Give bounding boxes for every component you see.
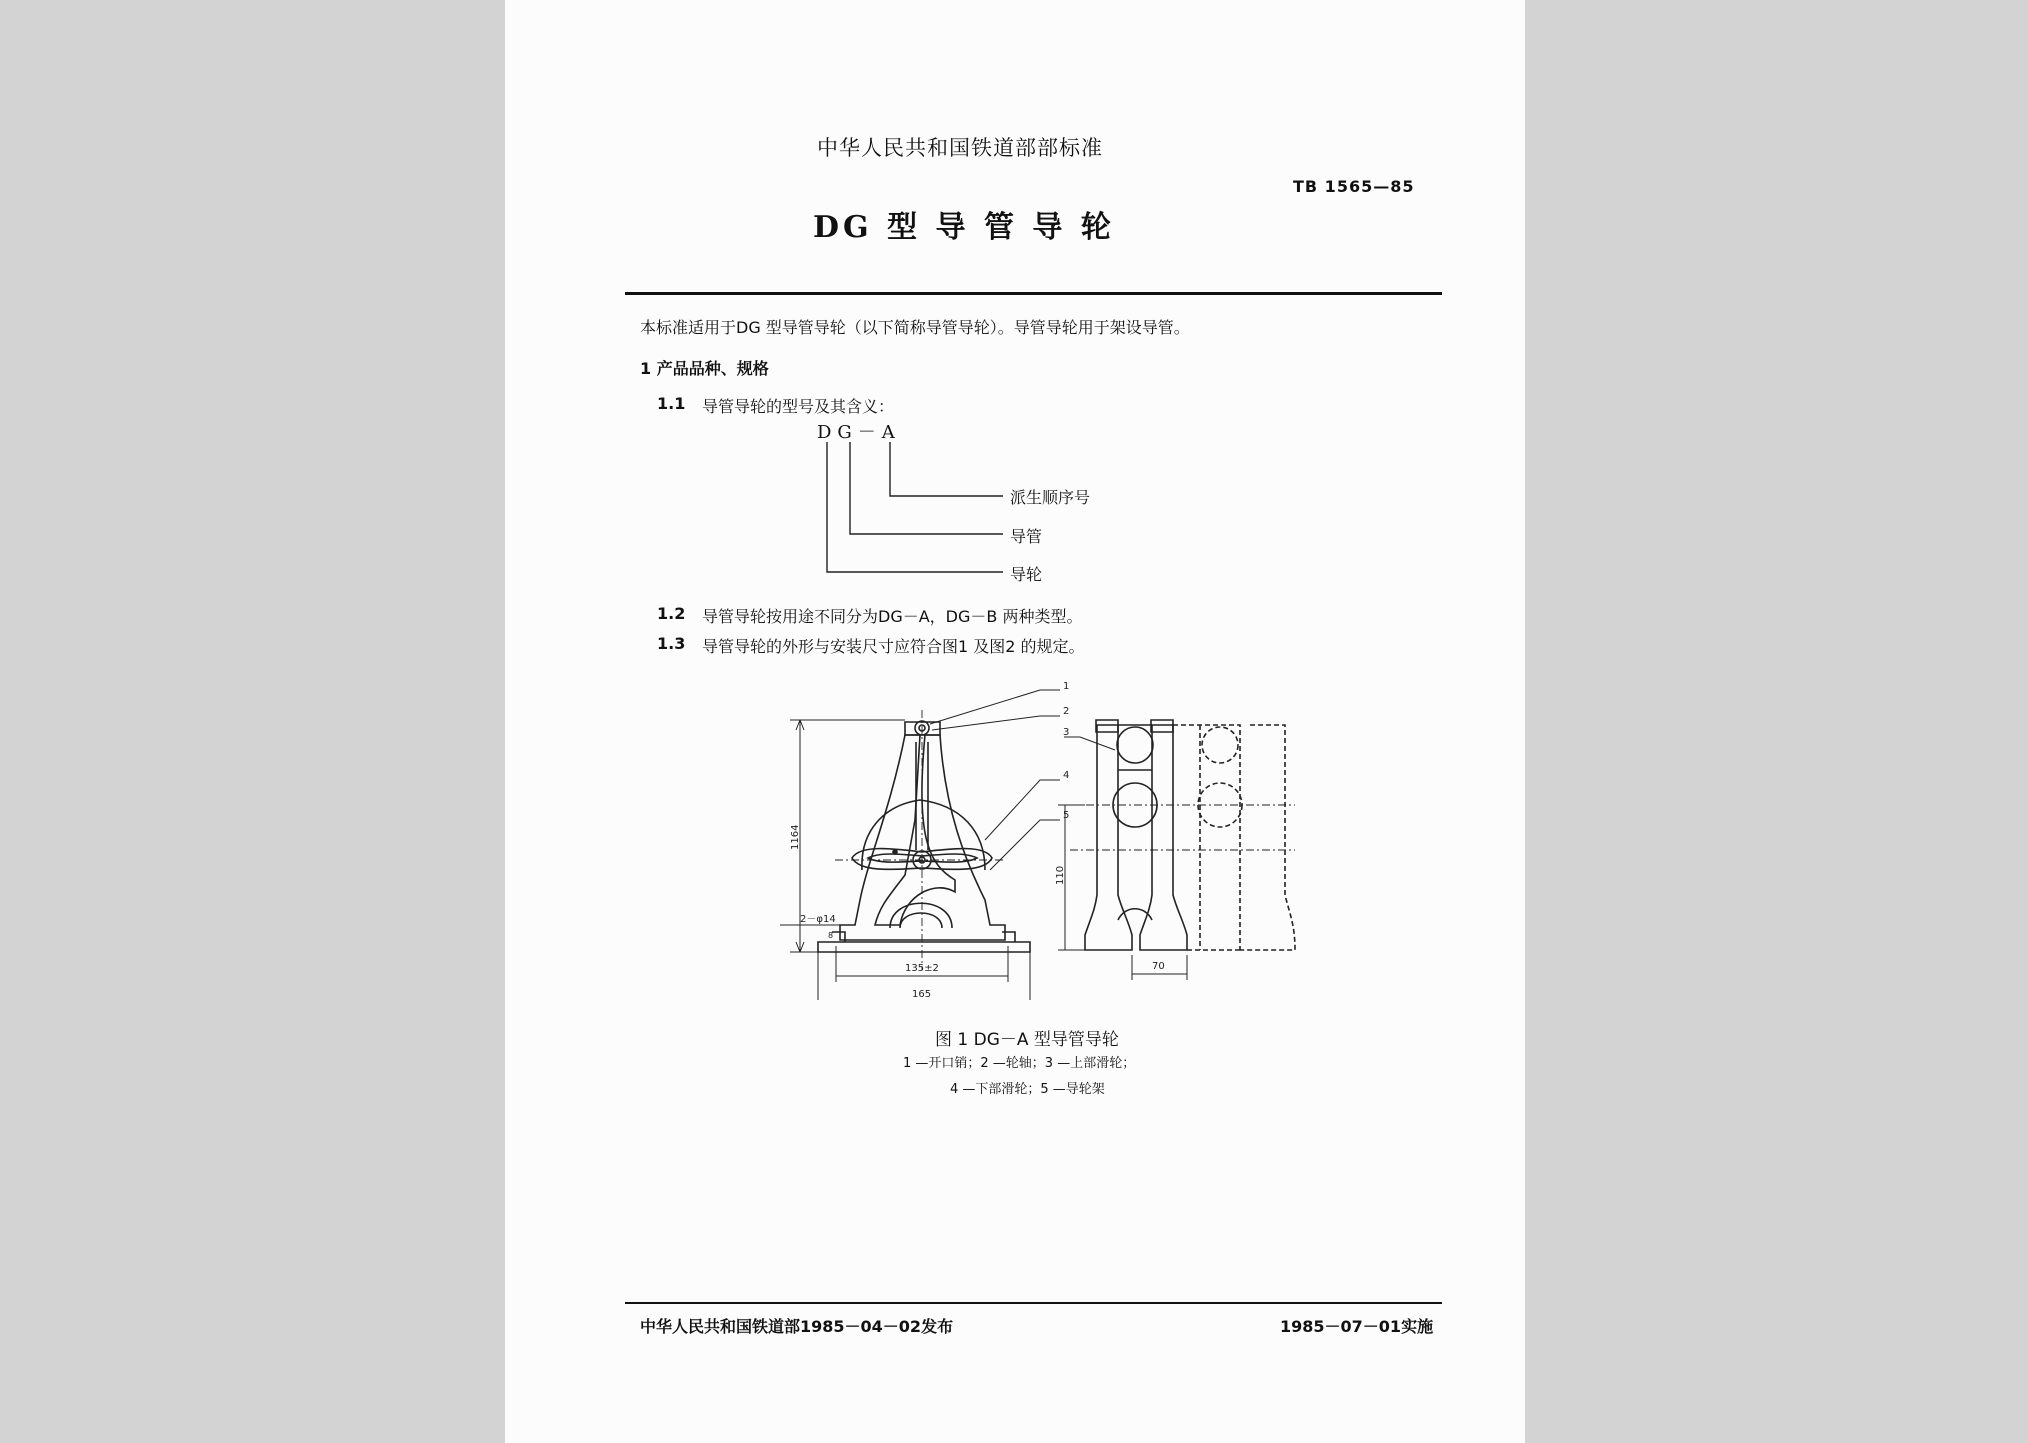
- callout-2: 2: [1063, 706, 1070, 717]
- dim-spacing: 135±2: [905, 963, 939, 974]
- callout-3: 3: [1063, 727, 1070, 738]
- figure-legend-line-1: 1 —开口销；2 —轮轴；3 —上部滑轮；: [903, 1056, 1136, 1071]
- dim-depth: 70: [1152, 961, 1165, 972]
- dim-wheel-height: 110: [1055, 865, 1066, 885]
- model-code: DG－A: [817, 422, 901, 443]
- section-1-3-number: 1.3: [657, 634, 686, 653]
- dim-height: 1164: [790, 824, 801, 850]
- document-page: [505, 0, 1525, 1443]
- model-label-derivation: 派生顺序号: [1010, 488, 1091, 507]
- section-1-2-text: 导管导轮按用途不同分为DG－A，DG－B 两种类型。: [702, 607, 1083, 626]
- model-label-guide-wheel: 导轮: [1010, 565, 1043, 584]
- footer-rule: [625, 1302, 1442, 1304]
- section-1-2-number: 1.2: [657, 604, 686, 623]
- dim-hole: 2－φ14: [800, 914, 836, 925]
- callout-1: 1: [1063, 681, 1070, 692]
- header-rule: [625, 292, 1442, 295]
- dim-width: 165: [912, 989, 932, 1000]
- intro-paragraph: 本标准适用于DG 型导管导轮（以下简称导管导轮）。导管导轮用于架设导管。: [640, 318, 1190, 337]
- callout-4: 4: [1063, 770, 1070, 781]
- section-1-3-text: 导管导轮的外形与安装尺寸应符合图1 及图2 的规定。: [702, 637, 1085, 656]
- document-title: DG 型 导 管 导 轮: [813, 210, 1115, 245]
- standard-code: TB 1565—85: [1293, 177, 1415, 196]
- issue-date: 中华人民共和国铁道部1985－04－02发布: [640, 1317, 954, 1336]
- technical-drawing-figure-1: [740, 680, 1300, 1000]
- figure-caption: 图 1 DG－A 型导管导轮: [935, 1030, 1119, 1050]
- dim-small: 8: [828, 931, 834, 940]
- effective-date: 1985－07－01实施: [1280, 1317, 1434, 1336]
- section-1-1-number: 1.1: [657, 394, 686, 413]
- model-code-diagram: [815, 436, 1015, 586]
- figure-legend-line-2: 4 —下部滑轮；5 —导轮架: [950, 1082, 1105, 1097]
- issuing-organization: 中华人民共和国铁道部部标准: [817, 136, 1103, 160]
- section-1-heading: 1 产品品种、规格: [640, 359, 769, 378]
- callout-5: 5: [1063, 810, 1070, 821]
- model-label-conduit: 导管: [1010, 527, 1043, 546]
- section-1-1-text: 导管导轮的型号及其含义：: [702, 397, 895, 416]
